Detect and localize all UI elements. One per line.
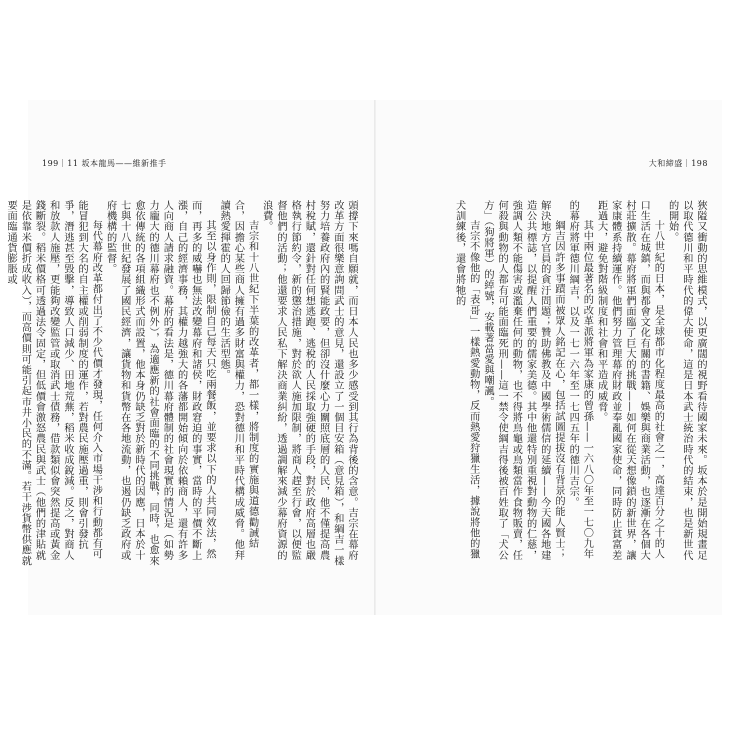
right-paragraph: 十八世紀的日本，是全球都市化程度最高的社會之一，高達百分之十的人口生活在城鎮，而與都會文化有關的書籍、娛樂與商業活動，也逐漸在各個大村莊擴散。幕府將軍們面臨了巨大的挑戰——如何在從天想像鎖的新世界，讓家康體系持續運作。他們努力管理幕府財政並奉亂國家使命，同時防止貧富差距過大，避免對階級制度和社會和平造成威脅。 — [595, 200, 664, 561]
left-page — [5, 100, 375, 615]
right-page-header: 大和締盛｜198 — [648, 159, 708, 168]
left-page-body — [5, 200, 358, 570]
right-paragraph: 吉宗不像他的「表哥」一樣熱愛動物，反而熱愛狩獵生活，據說將他的獵犬訓練後，還會將牠的 — [453, 200, 479, 560]
left-paragraph: 每代幕府改革都付出了不少代價才發現，任何介入市場干涉和行動都有可能冒犯到大名的自主權或削弱制度的運作，若對農民施壓過重，則會引發抗爭，潛逃甚至毀擊，導致人口減少、田地荒蕪，稻米收成銳減。反之，對商人和放款人施壓，更能夠改變監管或取消武士債務，借款類似會突然提高或黃金錢斷裂。稻米價格可透過法令固定，但低價會激怒農民與武士（他們的津貼就是依靠米價折成收入），而高價則可能引起市井小民的不滿。若干涉貨幣供應就要面臨通貨膨脹或 — [5, 200, 102, 566]
right-paragraph: 狹隘又衝動的思維模式，以更廣闊的視野看待國家未來。坂本於是開始規畫足以取代德川和平時代的偉大使命，這是日本武士統治時代的結束，也是新世代的開始。 — [666, 200, 706, 561]
right-page — [375, 100, 722, 615]
right-page-body — [397, 200, 707, 570]
book-spread — [5, 100, 722, 615]
left-paragraph: 其至以身作則，限制自己每天只吃兩餐飯，並要求以下的人共同效法，然而，再多的威嚇也無法改變幕府和諸侯，財政窘迫的事實，當時的平價不斷上漲，自己的經濟事務，其權力越強大的各藩都開始傾向於依賴商人，還有許多人向商人請求融資。幕府的看法是，德川幕府體制的社會現實的情況是（如勢力龐大的德川幕府也不例外），為適應新的社會面臨的不同挑戰，同時，也愈來愈依傳統的各項組織形式而設置，他本身仍缺乏對於新時代的因應，日本於十七與十八世紀發展了國民經濟，讓貨物和貨幣在各地流動，也遏仍缺乏政府或府機構的監督。 — [104, 200, 215, 566]
right-paragraph: 綱吉因許多事蹟而被眾人銘記在心，包括試圖提拔沒有背景的能人賢士；解決地方官員的貪汙問題；贊助佛教及中國學術儒信的延續——今天國各地建造公共標誌，以提醒人們重要的儒家美德。其中他還特別重視對動物的仁慈，強調人類不能傷害或濫棄任何的動物，也不得將鳥龜或鳥類當作食物販賣，任何殺與動物的人都有可能面臨死刑——這一禁令使綱吉得後被百姓取了「犬公方」（狗將軍）的綽號，安載著當愛與嘲諷。 — [481, 200, 564, 561]
left-paragraph: 吉宗和十八世紀下半葉的改革者，都一樣，將制度的實施與道德勸誡結合，因擔心某些商人擁有過多財富與權力，恐對德川和平時代構成威脅。他拜讀熱愛揮霍的人回歸節儉的生活型態。 — [218, 200, 258, 561]
right-paragraph: 其中兩位最著名的改革派將軍為家康的曾孫——一六八〇年至一七〇九年的幕府將軍德川綱吉，以及一七一六年至一七四五年的德川吉宗。 — [567, 200, 593, 560]
left-paragraph: 頭撐下來嗎自願就，而日本人民也多少感受到其行為背後的含意。吉宗在幕府改革方面很樂意詢問武士的意見，還設立了一個目安箱（意見箱），和綱吉一樣努力培養政府內的賢能政要，但卻沒什麼心力關照底層的人民，他不僅提高農村稅賦，還針對任何想逃跑、逃稅的人民採取強硬的手段，對於政府高層也嚴格執行節約令，新的懲治措施，對於欲人施加限制，將商人趕至行會，以便監督他們的活動；他還要求人民私下解決商業糾紛，透過調解來減少幕府資源的浪費。 — [260, 200, 357, 566]
left-page-header: 199｜11 坂本龍馬——維新推手 — [42, 159, 167, 168]
